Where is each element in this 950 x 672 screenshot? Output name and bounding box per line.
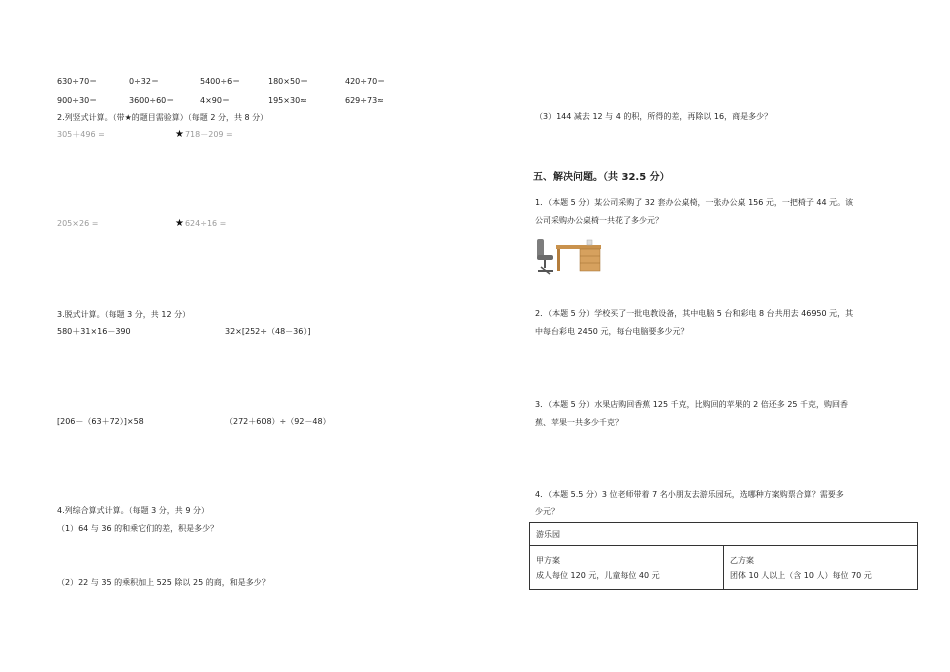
- oral-calc-1-5: 420÷70＝: [345, 77, 386, 86]
- plan-b-title: 乙方案: [730, 555, 754, 565]
- q3-item-2: 32×[252÷（48－36）]: [225, 327, 311, 336]
- q3-item-1: 580＋31×16－390: [57, 327, 131, 336]
- problem4-line1: 4．（本题 5.5 分）3 位老师带着 7 名小朋友去游乐园玩，选哪种方案购票合算？需要多: [535, 490, 844, 499]
- q2-item-2-text: 718－209 =: [184, 130, 233, 139]
- oral-calc-1-4: 180×50＝: [268, 77, 309, 86]
- problem3-line2: 蕉、苹果一共多少千克？: [535, 418, 623, 427]
- desk-top: [556, 245, 601, 249]
- q4-item-3: （3）144 减去 12 与 4 的积，所得的差，再除以 16，商是多少？: [535, 112, 773, 121]
- oral-calc-2-1: 900÷30＝: [57, 96, 98, 105]
- oral-calc-1-1: 630÷70＝: [57, 77, 98, 86]
- chair-seat: [537, 255, 553, 260]
- q3-title: 3.脱式计算。（每题 3 分，共 12 分）: [57, 310, 191, 319]
- q2-item-3: 205×26 =: [57, 219, 99, 228]
- oral-calc-2-4: 195×30≈: [268, 96, 307, 105]
- section5-title: 五、解决问题。（共 32.5 分）: [533, 172, 670, 183]
- problem2-line1: 2．（本题 5 分）学校买了一批电教设备，其中电脑 5 台和彩电 8 台共用去 46950 元，其: [535, 309, 854, 318]
- plan-b-text: 团体 10 人以上（含 10 人）每位 70 元: [730, 570, 872, 580]
- q4-item-2: （2）22 与 35 的乘积加上 525 除以 25 的商，和是多少？: [57, 578, 270, 587]
- oral-calc-1-3: 5400÷6＝: [200, 77, 241, 86]
- q4-title: 4.列综合算式计算。（每题 3 分，共 9 分）: [57, 506, 209, 515]
- problem4-line2: 少元？: [535, 507, 559, 516]
- table-header: 游乐园: [530, 523, 918, 546]
- oral-calc-1-2: 0÷32＝: [129, 77, 159, 86]
- chair-post: [544, 260, 546, 268]
- ticket-plan-table: [529, 522, 918, 590]
- oral-calc-2-3: 4×90＝: [200, 96, 230, 105]
- plan-a-cell: [530, 546, 724, 590]
- desk-drawers: [580, 249, 600, 271]
- plan-a-text: 成人每位 120 元，儿童每位 40 元: [536, 570, 660, 580]
- problem1-line2: 公司采购办公桌椅一共花了多少元？: [535, 216, 663, 225]
- oral-calc-2-2: 3600÷60＝: [129, 96, 175, 105]
- desk-lamp: [587, 240, 592, 245]
- q2-item-2: [175, 129, 233, 140]
- star-icon: ★: [175, 218, 184, 229]
- plan-a-title: 甲方案: [536, 555, 560, 565]
- q3-item-4: （272＋608）÷（92－48）: [225, 417, 331, 426]
- desk-chair-image: [532, 233, 604, 278]
- problem3-line1: 3．（本题 5 分）水果店购回香蕉 125 千克，比购回的苹果的 2 倍还多 25 千克，购回香: [535, 400, 849, 409]
- star-icon: ★: [175, 129, 184, 140]
- q2-item-4-text: 624÷16 =: [184, 219, 227, 228]
- q4-item-1: （1）64 与 36 的和乘它们的差，积是多少？: [57, 524, 219, 533]
- oral-calc-2-5: 629÷73≈: [345, 96, 384, 105]
- q2-item-4: [175, 218, 226, 229]
- desk-leg: [557, 249, 560, 271]
- plan-b-cell: [724, 546, 918, 590]
- chair-back: [537, 239, 544, 257]
- problem2-line2: 中每台彩电 2450 元，每台电脑要多少元？: [535, 327, 689, 336]
- q3-item-3: [206－（63＋72）]×58: [57, 417, 144, 426]
- q2-item-1: 305＋496 =: [57, 130, 105, 139]
- q2-title: 2.列竖式计算。（带★的题目需验算）（每题 2 分，共 8 分）: [57, 113, 269, 122]
- problem1-line1: 1．（本题 5 分）某公司采购了 32 套办公桌椅，一张办公桌 156 元，一把椅子 44 元。该: [535, 198, 854, 207]
